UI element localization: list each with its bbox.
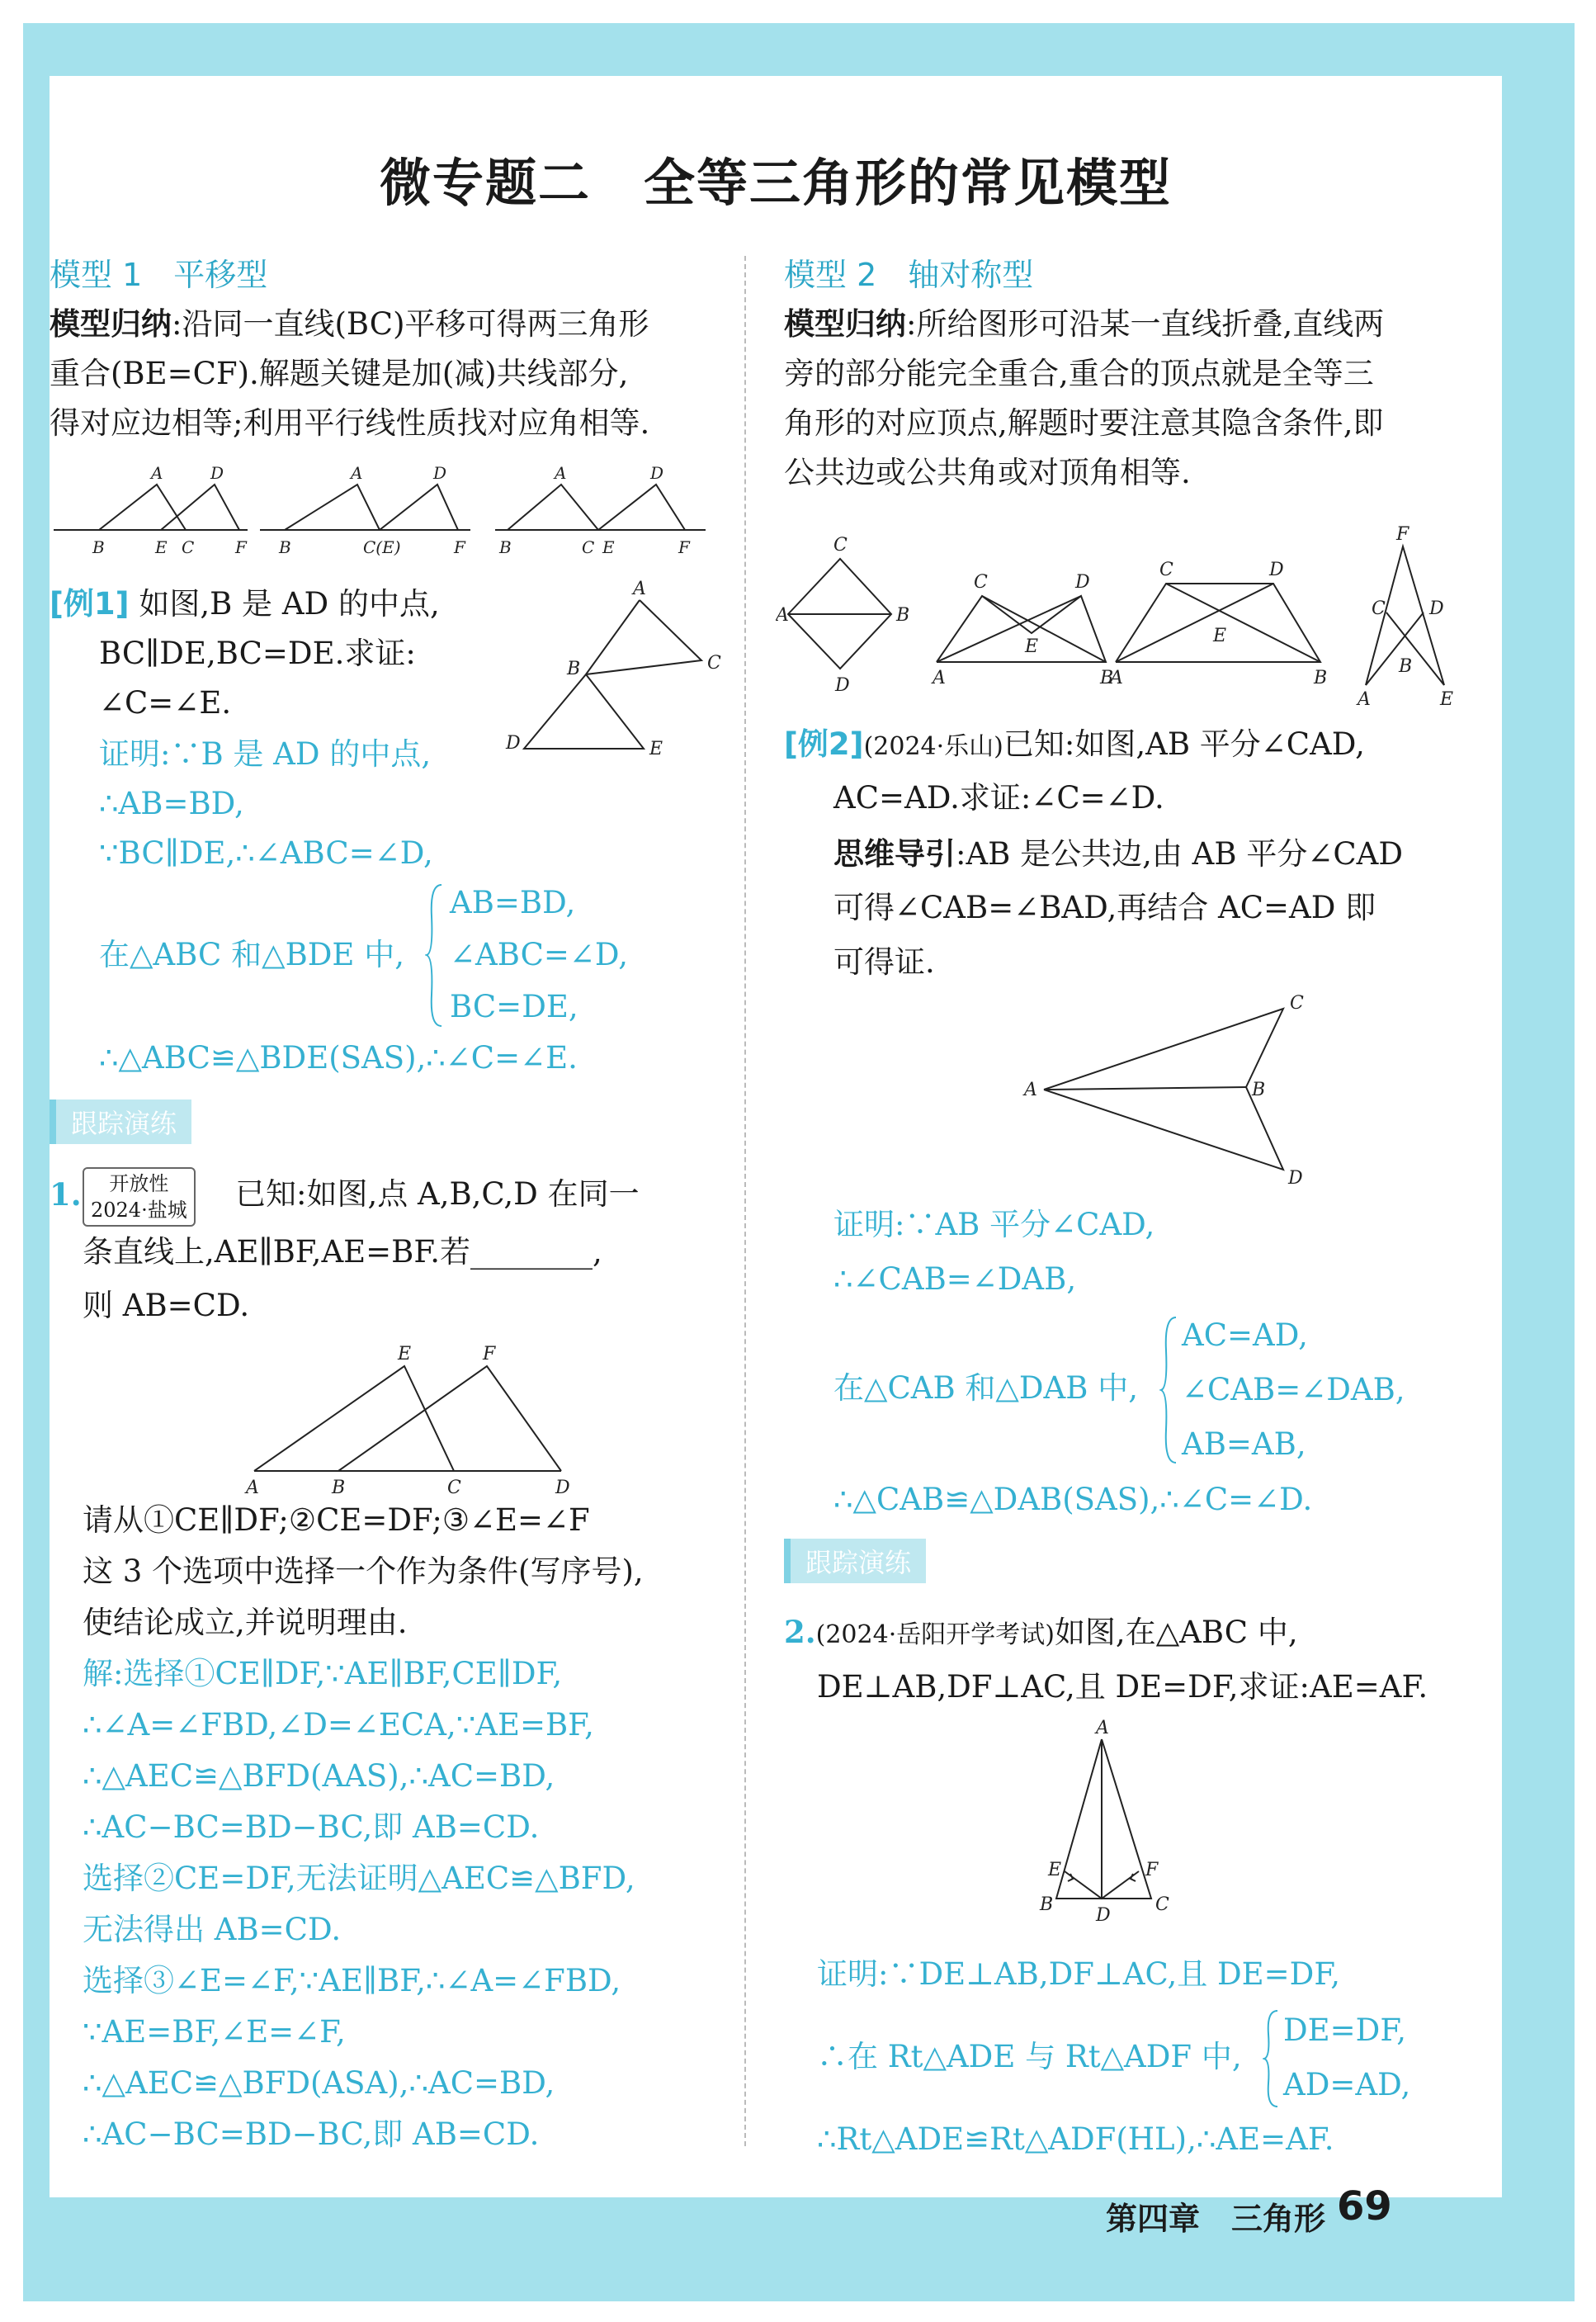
q1-solution-line: ∴△AEC≌△BFD(ASA),∴AC=BD,	[83, 2065, 555, 2101]
fig2-label: F	[454, 537, 465, 557]
model1-summary-line: 重合(BE=CF).解题关键是加(减)共线部分,	[50, 356, 629, 391]
q2-fig-label: D	[1096, 1905, 1111, 1925]
ex2-proof-line: 证明:∵AB 平分∠CAD,	[833, 1207, 1155, 1242]
model2-summary-line: 旁的部分能完全重合,重合的顶点就是全等三	[784, 356, 1374, 391]
fig3-label: C	[582, 537, 595, 557]
model1-summary-label: 模型归纳	[50, 305, 172, 342]
fig1-label: C	[182, 537, 195, 557]
fig1-label: E	[155, 537, 168, 557]
ex1-brace-icon	[425, 883, 443, 1028]
ex2-conclusion: ∴△CAB≌△DAB(SAS),∴∠C=∠D.	[833, 1482, 1313, 1517]
ex1-fig-label: C	[707, 653, 721, 674]
model2-summary	[784, 299, 1384, 498]
ex1-tag: [例1]	[50, 586, 130, 622]
q2-fig-label: B	[1040, 1894, 1054, 1915]
q2-proof-line: 证明:∵DE⊥AB,DF⊥AC,且 DE=DF,	[817, 1956, 1340, 1992]
q1-triangle-bfd	[338, 1366, 561, 1471]
ex2-line: AC=AD.求证:∠C=∠D.	[833, 780, 1164, 816]
q1-fig-label: E	[398, 1344, 412, 1364]
fig1-label: A	[151, 464, 163, 483]
q1-solution-line: 选择③∠E=∠F,∵AE∥BF,∴∠A=∠FBD,	[83, 1963, 621, 1998]
fig1-label: D	[210, 464, 224, 483]
fig1-triangle-def	[161, 485, 239, 530]
page-title: 微专题二 全等三角形的常见模型	[379, 153, 1172, 213]
footer-chapter: 第四章 三角形	[1106, 2200, 1326, 2237]
figC-line-da	[1116, 584, 1273, 662]
ex1-statement	[50, 579, 440, 629]
figD-label: F	[1396, 524, 1409, 545]
ex1-brace-line: AB=BD,	[450, 885, 576, 920]
q1-after-line: 请从①CE∥DF;②CE=DF;③∠E=∠F	[83, 1502, 590, 1538]
fig3-label: F	[678, 537, 690, 557]
ex1-triangle-abc	[586, 600, 701, 674]
q2-fig-label: F	[1145, 1860, 1159, 1880]
fig3-label: B	[499, 537, 512, 557]
ex1-fig-label: B	[567, 659, 581, 679]
ex2-brace-line: ∠CAB=∠DAB,	[1182, 1372, 1405, 1407]
ex2-fig-label: C	[1290, 993, 1304, 1014]
q1-number: 1.	[50, 1176, 82, 1213]
figD-label: D	[1429, 598, 1444, 619]
model2-summary-line: 公共边或公共角或对顶角相等.	[784, 455, 1191, 490]
model2-summary-line: :所给图形可沿某一直线折叠,直线两	[906, 306, 1385, 342]
ex2-line-ab	[1044, 1087, 1246, 1090]
q1-line: 则 AB=CD.	[83, 1288, 250, 1323]
model1-summary	[50, 299, 649, 448]
ex2-figure	[1011, 992, 1324, 1190]
ex2-hint	[833, 829, 1403, 879]
hint-label: 思维导引	[833, 835, 956, 872]
hint-line: :AB 是公共边,由 AB 平分∠CAD	[956, 836, 1404, 872]
fig3-label: E	[602, 537, 615, 557]
ex2-brace-icon	[1159, 1316, 1178, 1464]
ex1-fig-label: A	[633, 579, 646, 599]
fig2-label: B	[279, 537, 291, 557]
figB-line-cb	[982, 596, 1106, 662]
figD-label: A	[1358, 689, 1371, 710]
q2-source: (2024·岳阳开学考试)	[815, 1620, 1055, 1649]
q1-solution-line: ∴∠A=∠FBD,∠D=∠ECA,∵AE=BF,	[83, 1707, 594, 1743]
page-sheet	[50, 76, 1502, 2237]
q2-line: DE⊥AB,DF⊥AC,且 DE=DF,求证:AE=AF.	[817, 1669, 1428, 1705]
fig2-triangle-abc	[285, 485, 380, 530]
figA-label: D	[835, 675, 850, 696]
q2-brace-line: AD=AD,	[1283, 2067, 1411, 2102]
fig2-triangle-def	[380, 485, 458, 530]
q2-fig-label: C	[1155, 1894, 1169, 1915]
q1-fig-label: A	[246, 1478, 259, 1498]
model2-figures	[776, 522, 1502, 712]
ex1-brace-line: BC=DE,	[450, 989, 578, 1024]
figB-label: A	[933, 668, 946, 688]
ex1-brace-line: ∠ABC=∠D,	[450, 937, 629, 972]
figB-label: B	[1100, 668, 1114, 688]
ex2-tag: [例2]	[784, 726, 864, 762]
fig3-triangle-def	[598, 485, 685, 530]
track-practice-badge: 跟踪演练	[50, 1100, 191, 1144]
figB-label: C	[974, 572, 988, 593]
fig2-label: D	[433, 464, 447, 483]
ex2-brace-line: AC=AD,	[1182, 1317, 1308, 1353]
figD-label: C	[1372, 598, 1386, 619]
model1-heading: 模型 1 平移型	[50, 257, 268, 293]
fig1-label: B	[92, 537, 105, 557]
figB-label: E	[1025, 636, 1039, 657]
figA-label: B	[896, 605, 910, 626]
figC-label: B	[1314, 668, 1328, 688]
q1-fig-label: F	[483, 1344, 496, 1364]
figD-label: B	[1399, 656, 1413, 677]
figA-label: A	[776, 605, 789, 626]
ex2-proof-line: ∴∠CAB=∠DAB,	[833, 1261, 1077, 1297]
q1-solution-line: ∴△AEC≌△BFD(AAS),∴AC=BD,	[83, 1758, 555, 1794]
q2-line: 如图,在△ABC 中,	[1054, 1615, 1298, 1650]
q1-triangle-aec	[254, 1366, 454, 1471]
ex1-proof-line: ∵BC∥DE,∴∠ABC=∠D,	[99, 835, 433, 871]
ex2-brace-line: AB=AB,	[1182, 1426, 1306, 1462]
q1-fig-label: B	[332, 1478, 346, 1498]
model1-summary-line: 得对应边相等;利用平行线性质找对应角相等.	[50, 405, 650, 441]
q1-tag-bottom: 2024·盐城	[91, 1199, 187, 1222]
ex2-brace-prefix: 在△CAB 和△DAB 中,	[833, 1370, 1138, 1406]
figB-label: D	[1075, 572, 1090, 593]
figC-label: C	[1159, 560, 1173, 580]
ex2-source: (2024·乐山)	[863, 732, 1003, 761]
q2-statement	[784, 1607, 1298, 1660]
q1-line: 已知:如图,点 A,B,C,D 在同一	[235, 1176, 640, 1212]
figB-line-da	[937, 596, 1081, 662]
ex1-line: 如图,B 是 AD 的中点,	[139, 586, 440, 622]
page-number: 69	[1337, 2183, 1392, 2230]
ex1-fig-label: E	[649, 739, 663, 759]
ex2-fig-label: D	[1288, 1168, 1303, 1189]
ex1-proof-line: 证明:∵B 是 AD 的中点,	[99, 736, 432, 772]
q1-after-line: 这 3 个选项中选择一个作为条件(写序号),	[83, 1554, 644, 1589]
q1-solution-line: 解:选择①CE∥DF,∵AE∥BF,CE∥DF,	[83, 1656, 563, 1691]
q2-conclusion: ∴Rt△ADE≌Rt△ADF(HL),∴AE=AF.	[817, 2121, 1334, 2157]
ex2-fig-label: B	[1252, 1080, 1266, 1100]
q1-solution-line: ∴AC−BC=BD−BC,即 AB=CD.	[83, 1809, 540, 1845]
figD-label: E	[1440, 689, 1454, 710]
q2-brace-prefix: ∴在 Rt△ADE 与 Rt△ADF 中,	[817, 2039, 1242, 2074]
ex1-conclusion: ∴△ABC≌△BDE(SAS),∴∠C=∠E.	[99, 1040, 578, 1076]
q2-brace-icon	[1263, 2009, 1279, 2108]
model1-summary-line: :沿同一直线(BC)平移可得两三角形	[172, 306, 649, 342]
q2-fig-label: A	[1096, 1719, 1109, 1738]
q1-solution-line: ∴AC−BC=BD−BC,即 AB=CD.	[83, 2116, 540, 2152]
figC-outline	[1116, 584, 1320, 662]
ex1-figure	[499, 571, 730, 761]
model2-summary-label: 模型归纳	[784, 305, 906, 342]
fig3-triangle-abc	[508, 485, 598, 530]
q1-line: 条直线上,AE∥BF,AE=BF.若________,	[83, 1234, 602, 1270]
figC-label: D	[1269, 560, 1284, 580]
ex1-line: BC∥DE,BC=DE.求证:	[99, 636, 416, 671]
ex2-statement	[784, 720, 1365, 772]
fig2-label: A	[351, 464, 363, 483]
q1-tag-top: 开放性	[109, 1172, 169, 1195]
fig1-triangle-abc	[99, 485, 186, 530]
q2-number: 2.	[784, 1614, 816, 1650]
q1-solution-line: 选择②CE=DF,无法证明△AEC≌△BFD,	[83, 1861, 635, 1896]
q1-after-line: 使结论成立,并说明理由.	[83, 1605, 408, 1640]
q1-fig-label: C	[447, 1478, 461, 1498]
fig2-label: C(E)	[363, 537, 401, 557]
ex1-brace-prefix: 在△ABC 和△BDE 中,	[99, 937, 404, 972]
figB-bowtie-bottom	[937, 596, 1106, 662]
column-divider	[744, 256, 746, 2146]
q1-figure	[239, 1335, 586, 1500]
q1-solution-line: 无法得出 AB=CD.	[83, 1912, 342, 1947]
ex1-fig-label: D	[506, 733, 521, 754]
hint-line: 可得证.	[833, 944, 935, 980]
q2-figure	[1032, 1719, 1197, 1925]
fig1-label: F	[235, 537, 247, 557]
ex1-proof-line: ∴AB=BD,	[99, 786, 244, 821]
model1-figures	[50, 464, 710, 579]
fig3-label: A	[555, 464, 567, 483]
q1-solution-line: ∵AE=BF,∠E=∠F,	[83, 2014, 346, 2050]
model2-summary-line: 角形的对应顶点,解题时要注意其隐含条件,即	[784, 405, 1384, 441]
q1-tag	[83, 1167, 196, 1227]
ex1-lines-ad-de	[524, 600, 644, 749]
model2-heading: 模型 2 轴对称型	[784, 257, 1034, 293]
ex1-line: ∠C=∠E.	[99, 685, 232, 721]
figC-label: E	[1213, 626, 1227, 646]
ex2-fig-label: A	[1024, 1080, 1037, 1100]
figA-label: C	[833, 535, 848, 556]
q2-fig-label: E	[1048, 1860, 1062, 1880]
ex2-line: 已知:如图,AB 平分∠CAD,	[1003, 726, 1365, 762]
hint-line: 可得∠CAB=∠BAD,再结合 AC=AD 即	[833, 890, 1376, 925]
q2-brace-line: DE=DF,	[1283, 2012, 1407, 2048]
fig3-label: D	[650, 464, 664, 483]
track-practice-badge: 跟踪演练	[784, 1539, 926, 1583]
figC-label: A	[1110, 668, 1123, 688]
q1-fig-label: D	[555, 1478, 570, 1498]
